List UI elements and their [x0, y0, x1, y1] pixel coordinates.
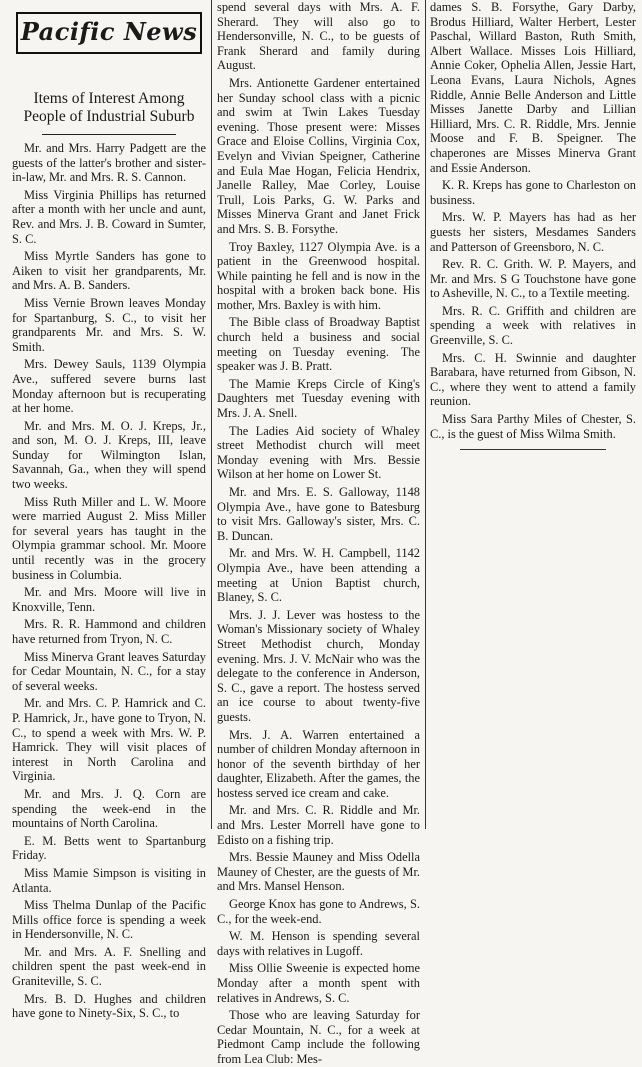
- news-item: Miss Virginia Phillips has returned after a month with her uncle and aunt, Rev. and Mrs. J. B. Coward in Sumter, S. C.: [12, 187, 206, 246]
- news-item: Mrs. C. H. Swinnie and daughter Barabara, have returned from Gibson, N. C., where they went to attend a family reunion.: [430, 350, 636, 409]
- news-item: K. R. Kreps has gone to Charleston on business.: [430, 178, 636, 207]
- masthead-title: Pacific News: [20, 17, 198, 46]
- news-item: Mr. and Mrs. Moore will live in Knoxville, Tenn.: [12, 585, 206, 614]
- news-item: Mr. and Mrs. E. S. Galloway, 1148 Olympia Ave., have gone to Batesburg to visit Mrs. Galloway's sister, Mrs. C. B. Duncan.: [217, 485, 420, 543]
- subhead: [12, 90, 206, 126]
- news-item: Mr. and Mrs. C. P. Hamrick and C. P. Hamrick, Jr., have gone to Tryon, N. C., to spend a week with Mrs. W. P. Hamrick. They will visit places of interest in North Carolina and Virginia.: [12, 696, 206, 784]
- news-item: Mr. and Mrs. M. O. J. Kreps, Jr., and son, M. O. J. Kreps, III, leave Sunday for Wilmington Islan, Savannah, Ga., when they will spend two weeks.: [12, 418, 206, 492]
- news-item: Those who are leaving Saturday for Cedar Mountain, N. C., for a week at Piedmont Camp include the following from Lea Club: Mes-: [217, 1008, 420, 1066]
- news-item: Mrs. Bessie Mauney and Miss Odella Mauney of Chester, are the guests of Mr. and Mrs. Mansel Henson.: [217, 850, 420, 894]
- news-item: Miss Thelma Dunlap of the Pacific Mills office force is spending a week in Hendersonville, N. C.: [12, 898, 206, 942]
- column-2: [217, 0, 420, 1066]
- news-item: Miss Sara Parthy Miles of Chester, S. C., is the guest of Miss Wilma Smith.: [430, 412, 636, 441]
- news-item: Rev. R. C. Grith. W. P. Mayers, and Mr. and Mrs. S G Touchstone have gone to Asheville, N. C., to a Textile meeting.: [430, 257, 636, 301]
- news-item: George Knox has gone to Andrews, S. C., for the week-end.: [217, 897, 420, 926]
- news-item: Mrs. R. R. Hammond and children have returned from Tryon, N. C.: [12, 617, 206, 646]
- column-rule-right: [425, 0, 426, 829]
- news-item: E. M. Betts went to Spartanburg Friday.: [12, 833, 206, 863]
- news-item: dames S. B. Forsythe, Gary Darby, Brodus Hilliard, Walter Herbert, Lester Paschal, Willard Baston, Ruth Smith, Albert Wallace. Misses Lois Hilliard, Annie Coker, Ophelia Allen, Jessie Hart, Leona Evans, Laura Nichols, Agnes Riddle, Annie Belle Anderson and Little Misses Janette Darby and Lillian Hilliard, Mrs. C. R. Riddle, Mrs. Jennie Moose and F. B. Speigner. The chaperones are Misses Minerva Grant and Essie Anderson.: [430, 0, 636, 175]
- subhead-line-2: People of Industrial Suburb: [23, 108, 195, 125]
- column-2-items: [217, 0, 420, 1067]
- news-item: Mr. and Mrs. A. F. Snelling and children spent the past week-end in Graniteville, S. C.: [12, 944, 206, 989]
- subhead-line-1: Items of Interest Among: [33, 90, 185, 107]
- news-item: Mrs. B. D. Hughes and children have gone to Ninety-Six, S. C., to: [12, 991, 206, 1021]
- news-item: The Mamie Kreps Circle of King's Daughters met Tuesday evening with Mrs. J. A. Snell.: [217, 376, 420, 421]
- subhead-rule: [42, 134, 176, 135]
- news-item: Mrs. J. A. Warren entertained a number of children Monday afternoon in honor of the seventh birthday of her daughter, Elizabeth. After the games, the hostess served ice cream and cake.: [217, 727, 420, 800]
- column-1: [12, 0, 206, 1021]
- news-item: Mrs. Dewey Sauls, 1139 Olympia Ave., suffered severe burns last Monday afternoon but is recuperating at her home.: [12, 357, 206, 416]
- column-rule-left: [211, 0, 212, 829]
- news-item: Miss Mamie Simpson is visiting in Atlanta.: [12, 865, 206, 895]
- news-item: Mr. and Mrs. C. R. Riddle and Mr. and Mrs. Lester Morrell have gone to Edisto on a fishing trip.: [217, 803, 420, 847]
- news-item: Mrs. R. C. Griffith and children are spending a week with relatives in Greenville, S. C.: [430, 303, 636, 348]
- news-item: Troy Baxley, 1127 Olympia Ave. is a patient in the Greenwood hospital. While painting he fell and is now in the hospital with a broken back bone. His mother, Mrs. Baxley is with him.: [217, 239, 420, 312]
- news-item: Miss Minerva Grant leaves Saturday for Cedar Mountain, N. C., for a stay of several weeks.: [12, 649, 206, 693]
- news-item: Mrs. J. J. Lever was hostess to the Woman's Missionary society of Whaley Street Methodist church, Monday evening. Mrs. J. V. McNair who was the delegate to the conference in Anderson, S. C., gave a report. The hostess served an ice course to about twenty-five guests.: [217, 607, 420, 724]
- news-item: Miss Myrtle Sanders has gone to Aiken to visit her grandparents, Mr. and Mrs. A. B. Sanders.: [12, 249, 206, 293]
- end-rule: [460, 449, 606, 450]
- news-item: Mr. and Mrs. J. Q. Corn are spending the week-end in the mountains of North Carolina.: [12, 786, 206, 831]
- news-item: W. M. Henson is spending several days with relatives in Lugoff.: [217, 929, 420, 958]
- news-item: Miss Ruth Miller and L. W. Moore were married August 2. Miss Miller for several years has taught in the Olympia grammar school. Mr. Moore until recently was in the grocery business in Columbia.: [12, 494, 206, 582]
- news-item: Mrs. Antionette Gardener entertained her Sunday school class with a picnic and swim at Twin Lakes Tuesday evening. Those present were: Misses Grace and Eloise Collins, Virginia Cox, Evelyn and Vivian Speigner, Catherine and Eula Mae Hogan, Felicia Hendrix, Janelle Ralley, Mae Corley, Louise Trull, Lois Parks, G. W. Parks and Misses Minerva Grant and Janet Frick and Mrs. S. B. Forsythe.: [217, 75, 420, 236]
- column-3: [430, 0, 636, 829]
- news-item: spend several days with Mrs. A. F. Sherard. They will also go to Hendersonville, N. C., to be guests of Frank Sherard and family during August.: [217, 0, 420, 73]
- news-item: Miss Vernie Brown leaves Monday for Spartanburg, S. C., to visit her grandparents Mr. and Mrs. S. W. Smith.: [12, 295, 206, 354]
- news-item: The Bible class of Broadway Baptist church held a business and social meeting on Tuesday evening. The speaker was J. B. Pratt.: [217, 315, 420, 374]
- news-item: Mr. and Mrs. W. H. Campbell, 1142 Olympia Ave., have been attending a meeting at Union Baptist church, Blaney, S. C.: [217, 546, 420, 605]
- news-item: Mr. and Mrs. Harry Padgett are the guests of the latter's brother and sister-in-law, Mr. and Mrs. R. S. Cannon.: [12, 141, 206, 185]
- column-1-items: [12, 141, 206, 1021]
- masthead-box: [16, 12, 202, 54]
- news-item: The Ladies Aid society of Whaley street Methodist church will meet Monday evening with Mrs. Bessie Wilson at her home on Lower St.: [217, 423, 420, 482]
- news-item: Miss Ollie Sweenie is expected home Monday after a month spent with relatives in Andrews, S. C.: [217, 961, 420, 1005]
- column-3-items: [430, 0, 636, 441]
- news-item: Mrs. W. P. Mayers has had as her guests her sisters, Mesdames Sanders and Patterson of Greensboro, N. C.: [430, 210, 636, 254]
